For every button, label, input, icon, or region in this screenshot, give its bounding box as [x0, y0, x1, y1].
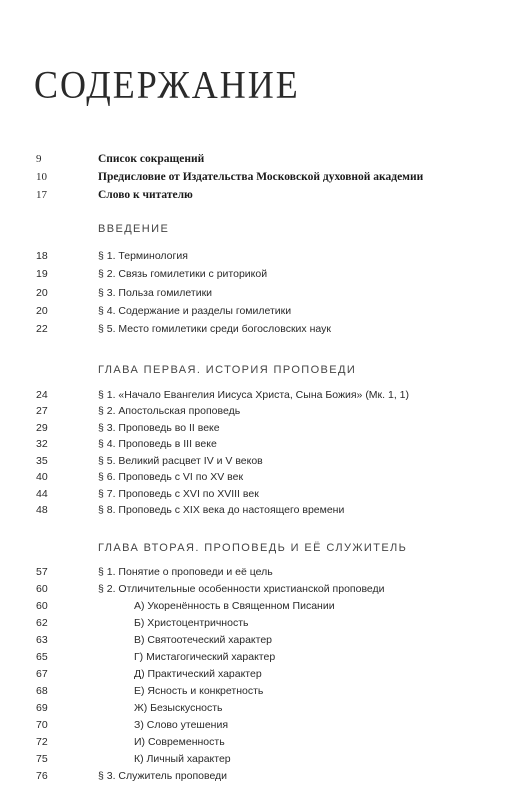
toc-entry[interactable] — [0, 186, 510, 204]
entry-title: Предисловие от Издательства Московской духовной академии — [98, 171, 424, 183]
page-number: 18 — [36, 250, 48, 262]
page-title: СОДЕРЖАНИЕ — [34, 63, 300, 107]
entry-title: § 4. Содержание и разделы гомилетики — [98, 305, 292, 317]
toc-subentry[interactable] — [0, 716, 510, 734]
entry-title: Б) Христоцентричность — [134, 617, 249, 629]
entry-title: Д) Практический характер — [134, 668, 262, 680]
toc-subentry[interactable] — [0, 699, 510, 717]
page-number: 32 — [36, 438, 48, 450]
page-number: 24 — [36, 389, 48, 401]
toc-subentry[interactable] — [0, 733, 510, 751]
page-number: 76 — [36, 770, 48, 782]
page-number: 9 — [36, 153, 42, 165]
entry-title: А) Укоренённость в Священном Писании — [134, 600, 335, 612]
page-number: 63 — [36, 634, 48, 646]
page-number: 44 — [36, 488, 48, 500]
entry-title: Г) Мистагогический характер — [134, 651, 276, 663]
toc-subentry[interactable] — [0, 648, 510, 666]
entry-title: Ж) Безыскусность — [134, 702, 223, 714]
toc-subentry[interactable] — [0, 682, 510, 700]
page-number: 40 — [36, 471, 48, 483]
toc-entry[interactable] — [0, 168, 510, 186]
page-number: 60 — [36, 600, 48, 612]
page-number: 67 — [36, 668, 48, 680]
toc-entry[interactable] — [0, 402, 510, 420]
entry-title: § 3. Польза гомилетики — [98, 287, 213, 299]
entry-title: З) Слово утешения — [134, 719, 229, 731]
page-number: 68 — [36, 685, 48, 697]
toc-entry[interactable] — [0, 435, 510, 453]
toc-entry[interactable] — [0, 468, 510, 486]
page-number: 70 — [36, 719, 48, 731]
entry-title: § 1. «Начало Евангелия Иисуса Христа, Сына Божия» (Мк. 1, 1) — [98, 389, 409, 401]
entry-title: В) Святоотеческий характер — [134, 634, 273, 646]
page-number: 75 — [36, 753, 48, 765]
entry-title: § 8. Проповедь с XIX века до настоящего времени — [98, 504, 345, 516]
toc-entry[interactable] — [0, 302, 510, 320]
page-number: 60 — [36, 583, 48, 595]
toc-subentry[interactable] — [0, 665, 510, 683]
page-number: 65 — [36, 651, 48, 663]
page-number: 48 — [36, 504, 48, 516]
entry-title: § 2. Апостольская проповедь — [98, 405, 241, 417]
section-heading-chapter2: ГЛАВА ВТОРАЯ. ПРОПОВЕДЬ И ЕЁ СЛУЖИТЕЛЬ — [98, 542, 408, 554]
entry-title: § 6. Проповедь с VI по XV век — [98, 471, 244, 483]
page-number: 20 — [36, 305, 48, 317]
page-number: 19 — [36, 268, 48, 280]
entry-title: § 2. Отличительные особенности христианской проповеди — [98, 583, 385, 595]
entry-title: Список сокращений — [98, 153, 205, 165]
toc-entry[interactable] — [0, 767, 510, 785]
page-number: 62 — [36, 617, 48, 629]
page-number: 72 — [36, 736, 48, 748]
entry-title: § 5. Великий расцвет IV и V веков — [98, 455, 263, 467]
toc-subentry[interactable] — [0, 750, 510, 768]
toc-entry[interactable] — [0, 150, 510, 168]
page-number: 20 — [36, 287, 48, 299]
toc-subentry[interactable] — [0, 614, 510, 632]
page-number: 27 — [36, 405, 48, 417]
page-number: 10 — [36, 171, 47, 183]
entry-title: И) Современность — [134, 736, 225, 748]
toc-entry[interactable] — [0, 501, 510, 519]
toc-subentry[interactable] — [0, 631, 510, 649]
entry-title: Е) Ясность и конкретность — [134, 685, 264, 697]
page-number: 22 — [36, 323, 48, 335]
entry-title: Слово к читателю — [98, 189, 193, 201]
page-number: 35 — [36, 455, 48, 467]
toc-entry[interactable] — [0, 580, 510, 598]
page-number: 57 — [36, 566, 48, 578]
toc-subentry[interactable] — [0, 597, 510, 615]
toc-entry[interactable] — [0, 247, 510, 265]
entry-title: § 2. Связь гомилетики с риторикой — [98, 268, 268, 280]
page-number: 17 — [36, 189, 47, 201]
entry-title: § 4. Проповедь в III веке — [98, 438, 217, 450]
toc-entry[interactable] — [0, 563, 510, 581]
toc-entry[interactable] — [0, 284, 510, 302]
entry-title: § 3. Служитель проповеди — [98, 770, 228, 782]
entry-title: § 1. Понятие о проповеди и её цель — [98, 566, 273, 578]
toc-entry[interactable] — [0, 265, 510, 283]
entry-title: § 5. Место гомилетики среди богословских наук — [98, 323, 331, 335]
entry-title: К) Личный характер — [134, 753, 231, 765]
entry-title: § 3. Проповедь во II веке — [98, 422, 220, 434]
page-number: 69 — [36, 702, 48, 714]
toc-entry[interactable] — [0, 320, 510, 338]
section-heading-chapter1: ГЛАВА ПЕРВАЯ. ИСТОРИЯ ПРОПОВЕДИ — [98, 364, 357, 376]
entry-title: § 7. Проповедь с XVI по XVIII век — [98, 488, 259, 500]
entry-title: § 1. Терминология — [98, 250, 188, 262]
section-heading-intro: ВВЕДЕНИЕ — [98, 223, 170, 235]
page-number: 29 — [36, 422, 48, 434]
